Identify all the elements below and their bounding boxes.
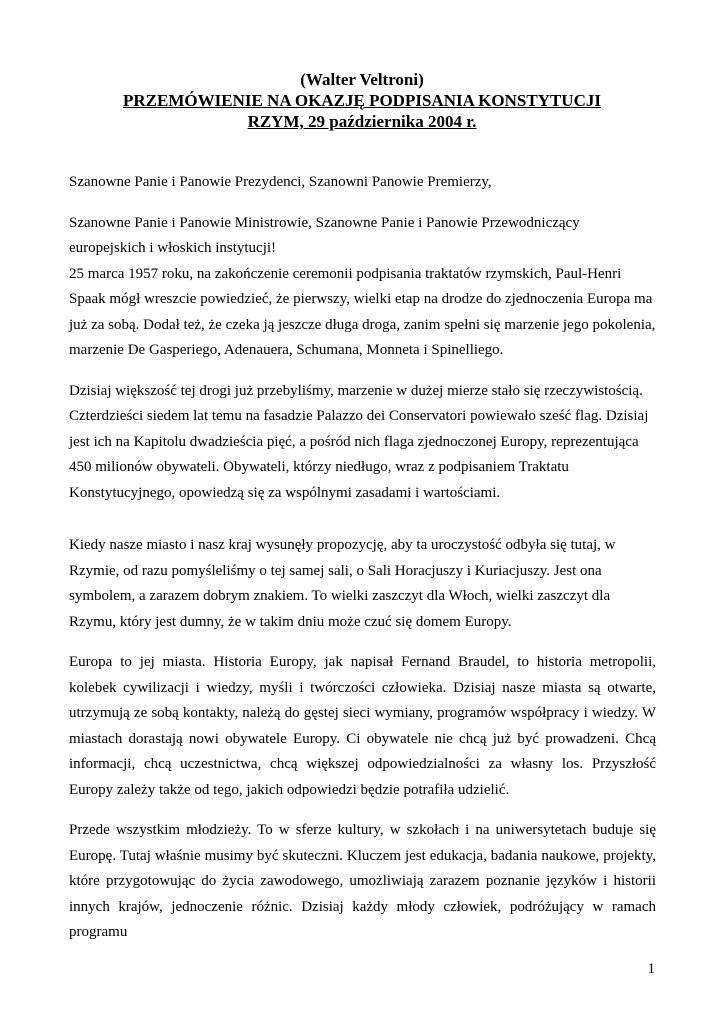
paragraph-rome: Kiedy nasze miasto i nasz kraj wysunęły propozycję, aby ta uroczystość odbyła się tutaj, w Rzymie, od razu pomyśleliśmy o tej samej sali, o Sali Horacjuszy i Kuriacjuszy. Jest ona symbolem, a zarazem dobrym znakiem. To wielki zaszczyt dla Włoch, wielki zaszczyt dla Rzymu, który jest dumny, że w takim dniu może czuć się domem Europy. [69,537,616,630]
place-date-line: RZYM, 29 października 2004 r. [247,112,477,131]
paragraph-spaak: 25 marca 1957 roku, na zakończenie ceremonii podpisania traktatów rzymskich, Paul-Henri Spaak mógł wreszcie powiedzieć, że pierwszy, wielki etap na drodze do zjednoczenia Europa ma już za sobą. Dodał też, że czeka ją jeszcze długa droga, zanim spełni się marzenie jego pokolenia, marzenie De Gasperiego, Adenauera, Schumana, Monneta i Spinelliego. [69,265,656,358]
author-line: (Walter Veltroni) [300,70,424,89]
page-number: 1 [647,961,655,977]
greeting-ministers: Szanowne Panie i Panowie Ministrowie, Szanowne Panie i Panowie Przewodniczący europejskich i włoskich instytucji! [69,214,580,256]
document-header [0,69,724,132]
paragraph-cities: Europa to jej miasta. Historia Europy, jak napisał Fernand Braudel, to historia metropolii, kolebek cywilizacji i wiedzy, myśli i twórczości człowieka. Dzisiaj nasze miasta są otwarte, utrzymują ze sobą kontakty, należą do gęstej sieci wymiany, programów współpracy i wiedzy. W miastach dorastają nowi obywatele Europy. Ci obywatele nie chcą już być prowadzeni. Chcą informacji, chcą uczestnictwa, chcą większej odpowiedzialności za własny los. Przyszłość Europy zależy także od tego, jakich odpowiedzi będzie potrafiła udzielić. [69,654,656,798]
paragraph-flags: Dzisiaj większość tej drogi już przebyliśmy, marzenie w dużej mierze stało się rzeczywistością. Czterdzieści siedem lat temu na fasadzie Palazzo dei Conservatori powiewało sześć flag. Dzisiaj jest ich na Kapitolu dwadzieścia pięć, a pośród nich flaga zjednoczonej Europy, reprezentująca 450 milionów obywateli. Obywateli, którzy niedługo, wraz z podpisaniem Traktatu Konstytucyjnego, opowiedzą się za wspólnymi zasadami i wartościami. [69,382,649,501]
speech-title: PRZEMÓWIENIE NA OKAZJĘ PODPISANIA KONSTYTUCJI [123,91,601,110]
document-body [69,170,656,946]
greeting-presidents: Szanowne Panie i Panowie Prezydenci, Szanowni Panowie Premierzy, [69,174,492,190]
paragraph-youth: Przede wszystkim młodzieży. To w sferze kultury, w szkołach i na uniwersytetach buduje się Europę. Tutaj właśnie musimy być skuteczni. Kluczem jest edukacja, badania naukowe, projekty, które przygotowując do życia zawodowego, umożliwiają zarazem poznanie języków i historii innych krajów, jednoczenie różnic. Dzisiaj każdy młody człowiek, podróżujący w ramach programu [69,822,656,940]
